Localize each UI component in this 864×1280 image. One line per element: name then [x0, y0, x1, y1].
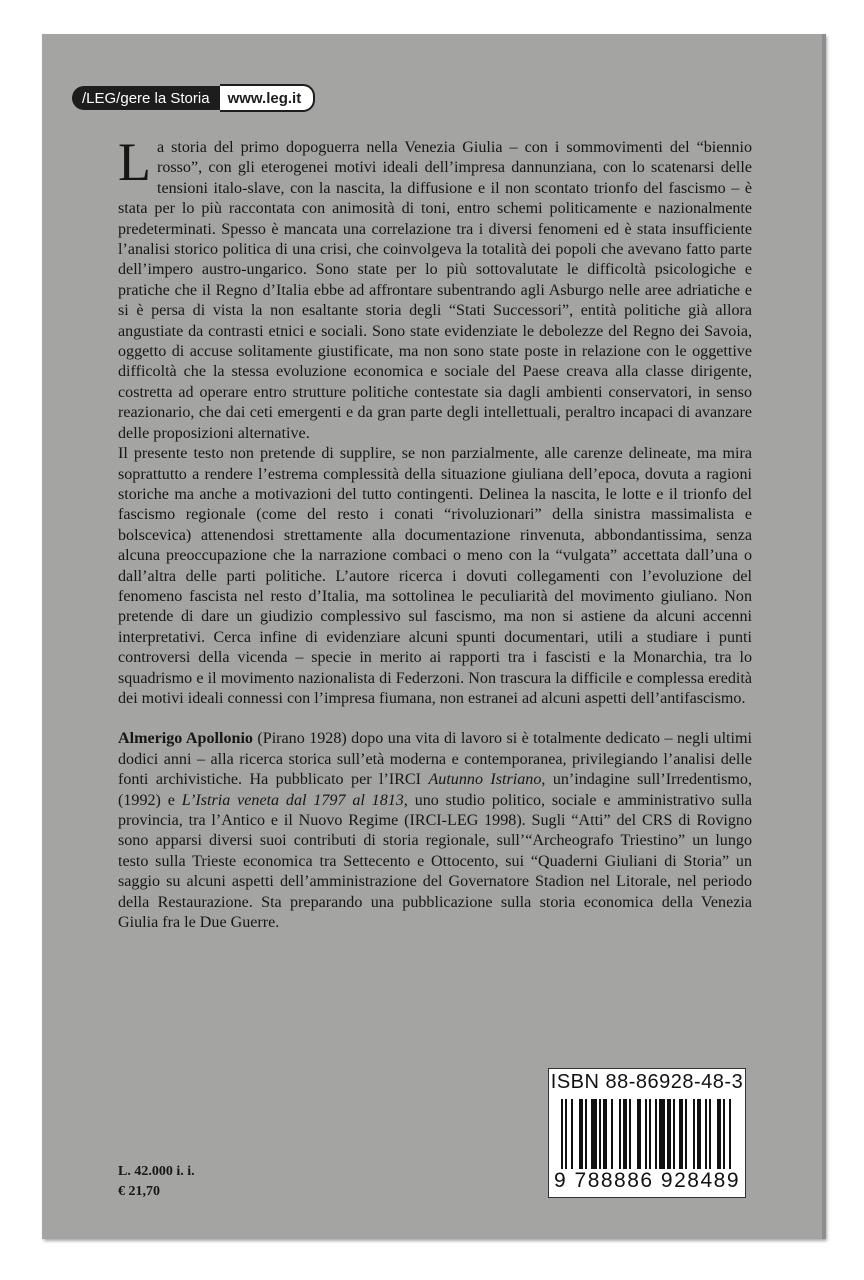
author-bio: Almerigo Apollonio (Pirano 1928) dopo una vita di lavoro si è totalmente dedicato – negli ultimi dodici anni – alla ricerca storica sull’età moderna e contemporanea, privilegiando l’analisi delle fonti archivistiche. Ha pubblicato per l’IRCI Autunno Istriano, un’indagine sull’Irredentismo, (1992) e L’Istria veneta dal 1797 al 1813, uno studio politico, sociale e amministrativo sulla provincia, tra l’Antico e il Nuovo Regime (IRCI-LEG 1998). Sugli “Atti” del CRS di Rovigno sono apparsi diversi suoi contributi di storia regionale, sull’“Archeografo Triestino” un lungo testo sulla Trieste economica tra Settecento e Ottocento, sui “Quaderni Giuliani di Storia” un saggio su alcuni aspetti dell’amministrazione del Governatore Stadion nel Litorale, nel periodo della Restaurazione. Sta preparando una pubblicazione sulla storia economica della Venezia Giulia fra le Due Guerre. [118, 730, 752, 932]
barcode-bar [717, 1099, 721, 1169]
barcode-bar [673, 1099, 675, 1169]
price-euro: € 21,70 [118, 1184, 160, 1199]
barcode-bar [611, 1099, 613, 1169]
barcode-bar [619, 1099, 621, 1169]
barcode-bar [709, 1099, 711, 1169]
barcode-bar [571, 1099, 573, 1169]
barcode-bar [729, 1099, 731, 1169]
barcode-bar [697, 1099, 701, 1169]
barcode-bar [649, 1099, 651, 1169]
barcode-bar [565, 1099, 567, 1169]
barcode-bar [637, 1099, 641, 1169]
barcode-bar [629, 1099, 631, 1169]
barcode-label [548, 1068, 746, 1198]
blurb-paragraph-2: Il presente testo non pretende di supplire, se non parzialmente, alle carenze delineate, ma mira soprattutto a rendere l’estrema complessità della situazione giuliana dell’epoca, dovuta a ragioni storiche ma anche a motivazioni del tutto contingenti. Delinea la nascita, le lotte e il trionfo del fascismo regionale (come del resto i conati “rivoluzionari” della sinistra massimalista e bolscevica) attenendosi strettamente alla documentazione rinvenuta, abbondantissima, senza alcuna preoccupazione che la narrazione combaci o meno con la “vulgata” accettata dall’una o dall’altra delle parti politiche. L’autore ricerca i dovuti collegamenti con l’evoluzione del fenomeno fascista nel resto d’Italia, ma sottolinea le peculiarità del movimento giuliano. Non pretende di dare un giudizio complessivo sul fascismo, ma non si astiene da alcuni accenni interpretativi. Cerca infine di evidenziare alcuni spunti documentari, utili a studiare i punti controversi della vicenda – specie in merito ai rapporti tra i fascisti e la Monarchia, tra lo squadrismo e il movimento nazionalista di Federzoni. Non trascura la difficile e complessa eredità dei motivi ideali connessi con l’impresa fiumana, non estranei ad alcuni aspetti dell’antifascismo. [118, 445, 752, 707]
barcode-bar [585, 1099, 587, 1169]
barcode-bar [603, 1099, 607, 1169]
book-title-2: L’Istria veneta dal 1797 al 1813 [181, 791, 404, 809]
barcode-bar [623, 1099, 627, 1169]
barcode-icon [561, 1099, 733, 1169]
barcode-bar [679, 1099, 683, 1169]
author-name: Almerigo Apollonio [118, 730, 253, 748]
barcode-bar [723, 1099, 725, 1169]
barcode-bar [591, 1099, 597, 1169]
barcode-bar [693, 1099, 695, 1169]
blurb-paragraph-1: La storia del primo dopoguerra nella Venezia Giulia – con i sommovimenti del “biennio rosso”, con gli eterogenei motivi ideali dell’impresa dannunziana, con lo scatenarsi delle tensioni italo-slave, con la nascita, la diffusione e il non scontato trionfo del fascismo – è stata per lo più raccontata con animosità di toni, entro schemi politicamente e nazionalmente predeterminati. Spesso è mancata una correlazione tra i diversi fenomeni ed è stata insufficiente l’analisi storico politica di una crisi, che coinvolgeva la totalità dei popoli che avevano fatto parte dell’impero austro-ungarico. Sono state per lo più sottovalutate le difficoltà psicologiche e pratiche che il Regno d’Italia ebbe ad affrontare subentrando agli Asburgo nelle aree adriatiche e si è persa di vista la non esaltante storia degli “Stati Successori”, entità politiche già allora angustiate da contrasti etnici e sociali. Sono state evidenziate le debolezze del Regno dei Savoia, oggetto di accuse solitamente giustificate, ma non sono state poste in relazione con le oggettive difficoltà che la stessa evoluzione economica e sociale del Paese creava alla classe dirigente, costretta ad operare entro strutture politiche contestate sia dagli ambienti conservatori, in senso reazionario, che dai ceti emergenti e da gran parte degli intellettuali, peraltro incapaci di avanzare delle proposizioni alternative. [118, 132, 752, 442]
ean-digits: 9 788886 928489 [554, 1169, 740, 1192]
barcode-bar [667, 1099, 671, 1169]
isbn-number: ISBN 88-86928-48-3 [550, 1071, 744, 1093]
price-lire: L. 42.000 i. i. [118, 1164, 195, 1179]
cover-edge [822, 34, 826, 1239]
price-block [118, 1162, 195, 1202]
publisher-logo [72, 86, 315, 110]
publisher-url: www.leg.it [220, 84, 316, 112]
barcode-bar [705, 1099, 707, 1169]
series-name: /LEG/gere la Storia [72, 86, 220, 110]
blurb-text [118, 132, 752, 933]
barcode-bar [645, 1099, 647, 1169]
barcode-bar [659, 1099, 665, 1169]
barcode-bar [655, 1099, 657, 1169]
drop-cap: L [118, 132, 151, 192]
barcode-bar [599, 1099, 601, 1169]
barcode-bar [685, 1099, 687, 1169]
barcode-bar [561, 1099, 563, 1169]
book-title-1: Autunno Istriano [428, 771, 542, 789]
barcode-bar [579, 1099, 583, 1169]
